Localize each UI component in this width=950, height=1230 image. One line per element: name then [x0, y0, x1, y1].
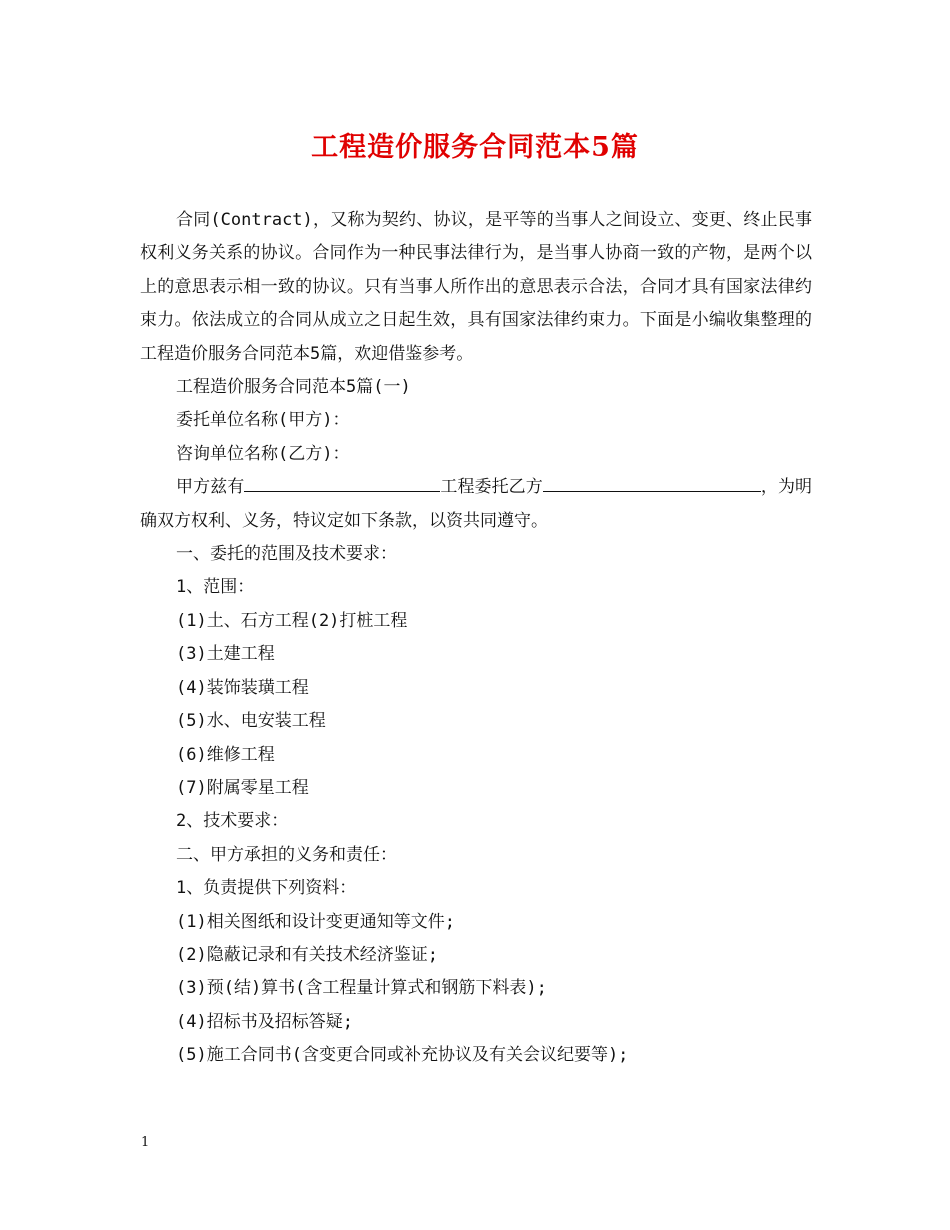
clause-line: (6)维修工程: [176, 744, 275, 765]
clause-text-3: ，为明确双方权利、义务，特议定如下条款，以资共同遵守。: [140, 477, 813, 531]
consultant-name-blank: [543, 473, 761, 492]
clause-line: 2、技术要求：: [176, 811, 289, 832]
contract-subtitle: 工程造价服务合同范本5篇(一): [176, 377, 411, 398]
clause-line: 一、委托的范围及技术要求：: [176, 544, 397, 565]
engagement-clause: [140, 471, 812, 538]
clause-text-2: 工程委托乙方: [440, 477, 543, 498]
clause-line: (3)预(结)算书(含工程量计算式和钢筋下料表);: [176, 978, 547, 999]
clause-line: 1、负责提供下列资料：: [176, 878, 357, 899]
clause-line: (5)水、电安装工程: [176, 711, 326, 732]
clause-line: (4)招标书及招标答疑;: [176, 1011, 353, 1032]
clause-line: 二、甲方承担的义务和责任：: [176, 844, 397, 865]
document-title: 工程造价服务合同范本5篇: [311, 132, 639, 163]
party-a-label: 委托单位名称(甲方)：: [176, 410, 350, 431]
clause-line: (4)装饰装璜工程: [176, 677, 309, 698]
clause-line: (7)附属零星工程: [176, 777, 309, 798]
party-b-label: 咨询单位名称(乙方)：: [176, 443, 350, 464]
intro-paragraph: 合同(Contract)，又称为契约、协议，是平等的当事人之间设立、变更、终止民事权利义务关系的协议。合同作为一种民事法律行为，是当事人协商一致的产物，是两个以上的意思表示相一致的协议。只有当事人所作出的意思表示合法，合同才具有国家法律约束力。依法成立的合同从成立之日起生效，具有国家法律约束力。下面是小编收集整理的工程造价服务合同范本5篇，欢迎借鉴参考。: [140, 210, 812, 364]
clause-line: (5)施工合同书(含变更合同或补充协议及有关会议纪要等);: [176, 1045, 629, 1066]
project-name-blank: [244, 473, 440, 492]
document-body: [140, 204, 812, 1073]
page-number: 1: [141, 1135, 150, 1150]
clause-line: (2)隐蔽记录和有关技术经济鉴证;: [176, 944, 438, 965]
clause-text-1: 甲方兹有: [176, 477, 245, 498]
clause-line: (1)土、石方工程(2)打桩工程: [176, 610, 408, 631]
clause-line: (1)相关图纸和设计变更通知等文件;: [176, 911, 455, 932]
clause-line: (3)土建工程: [176, 644, 275, 665]
clause-line: 1、范围：: [176, 577, 255, 598]
